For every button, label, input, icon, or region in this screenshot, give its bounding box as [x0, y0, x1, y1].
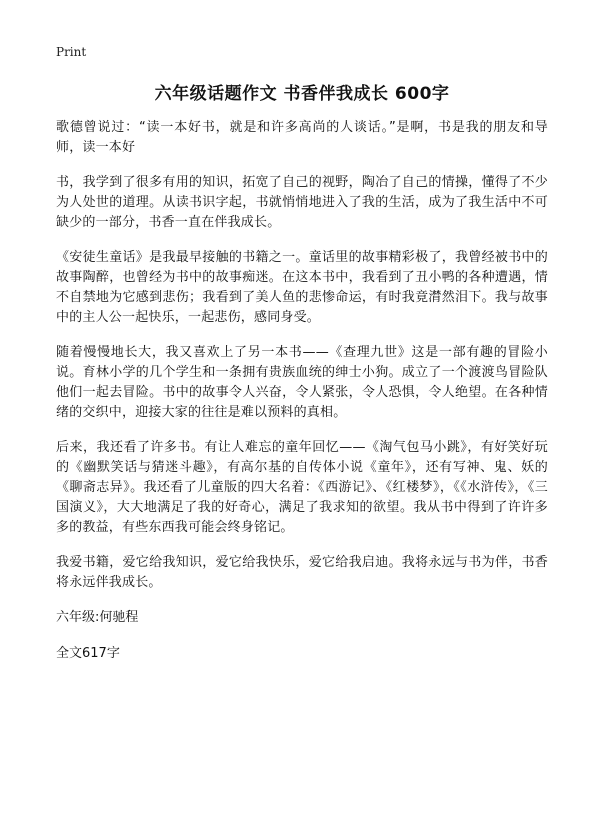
- paragraph-charlie: 随着慢慢地长大，我又喜欢上了另一本书——《查理九世》这是一部有趣的冒险小说。育林小学的几个学生和一条拥有贵族血统的绅士小狗。成立了一个渡渡鸟冒险队他们一起去冒险。书中的故事令人兴奋，令人紧张，令人恐惧，令人绝望。在各种情绪的交织中，迎接大家的往往是难以预料的真相。: [56, 345, 548, 420]
- word-count: 全文617字: [56, 646, 120, 661]
- document-page: [56, 44, 548, 680]
- article-title: 六年级话题作文 书香伴我成长 600字: [154, 84, 450, 104]
- print-link[interactable]: Print: [56, 45, 87, 59]
- paragraph-intro: 歌德曾说过：“读一本好书，就是和许多高尚的人谈话。”是啊，书是我的朋友和导师，读一本好: [56, 120, 548, 155]
- paragraph-benefits: 书，我学到了很多有用的知识，拓宽了自己的视野，陶冶了自己的情操，懂得了不少为人处世的道理。从读书识字起，书就悄悄地进入了我的生活，成为了我生活中不可缺少的一部分，书香一直在伴我成长。: [56, 175, 548, 230]
- paragraph-andersen: 《安徒生童话》是我最早接触的书籍之一。童话里的故事精彩极了，我曾经被书中的故事陶醉，也曾经为书中的故事痴迷。在这本书中，我看到了丑小鸭的各种遭遇，情不自禁地为它感到悲伤；我看到了美人鱼的悲惨命运，有时我竟潸然泪下。我与故事中的主人公一起快乐，一起悲伤，感同身受。: [56, 250, 548, 325]
- paragraph-more-books: 后来，我还看了许多书。有让人难忘的童年回忆——《淘气包马小跳》，有好笑好玩的《幽默笑话与猜迷斗趣》，有高尔基的自传体小说《童年》，还有写神、鬼、妖的《聊斋志异》。我还看了儿童版的四大名着：《西游记》、《红楼梦》，《《水浒传》，《三国演义》，大大地满足了我的好奇心，满足了我求知的欲望。我从书中得到了许许多多的教益，有些东西我可能会终身铭记。: [56, 440, 548, 535]
- author-line: 六年级:何驰程: [56, 610, 139, 625]
- paragraph-conclusion: 我爱书籍，爱它给我知识，爱它给我快乐，爱它给我启迪。我将永远与书为伴，书香将永远伴我成长。: [56, 555, 548, 590]
